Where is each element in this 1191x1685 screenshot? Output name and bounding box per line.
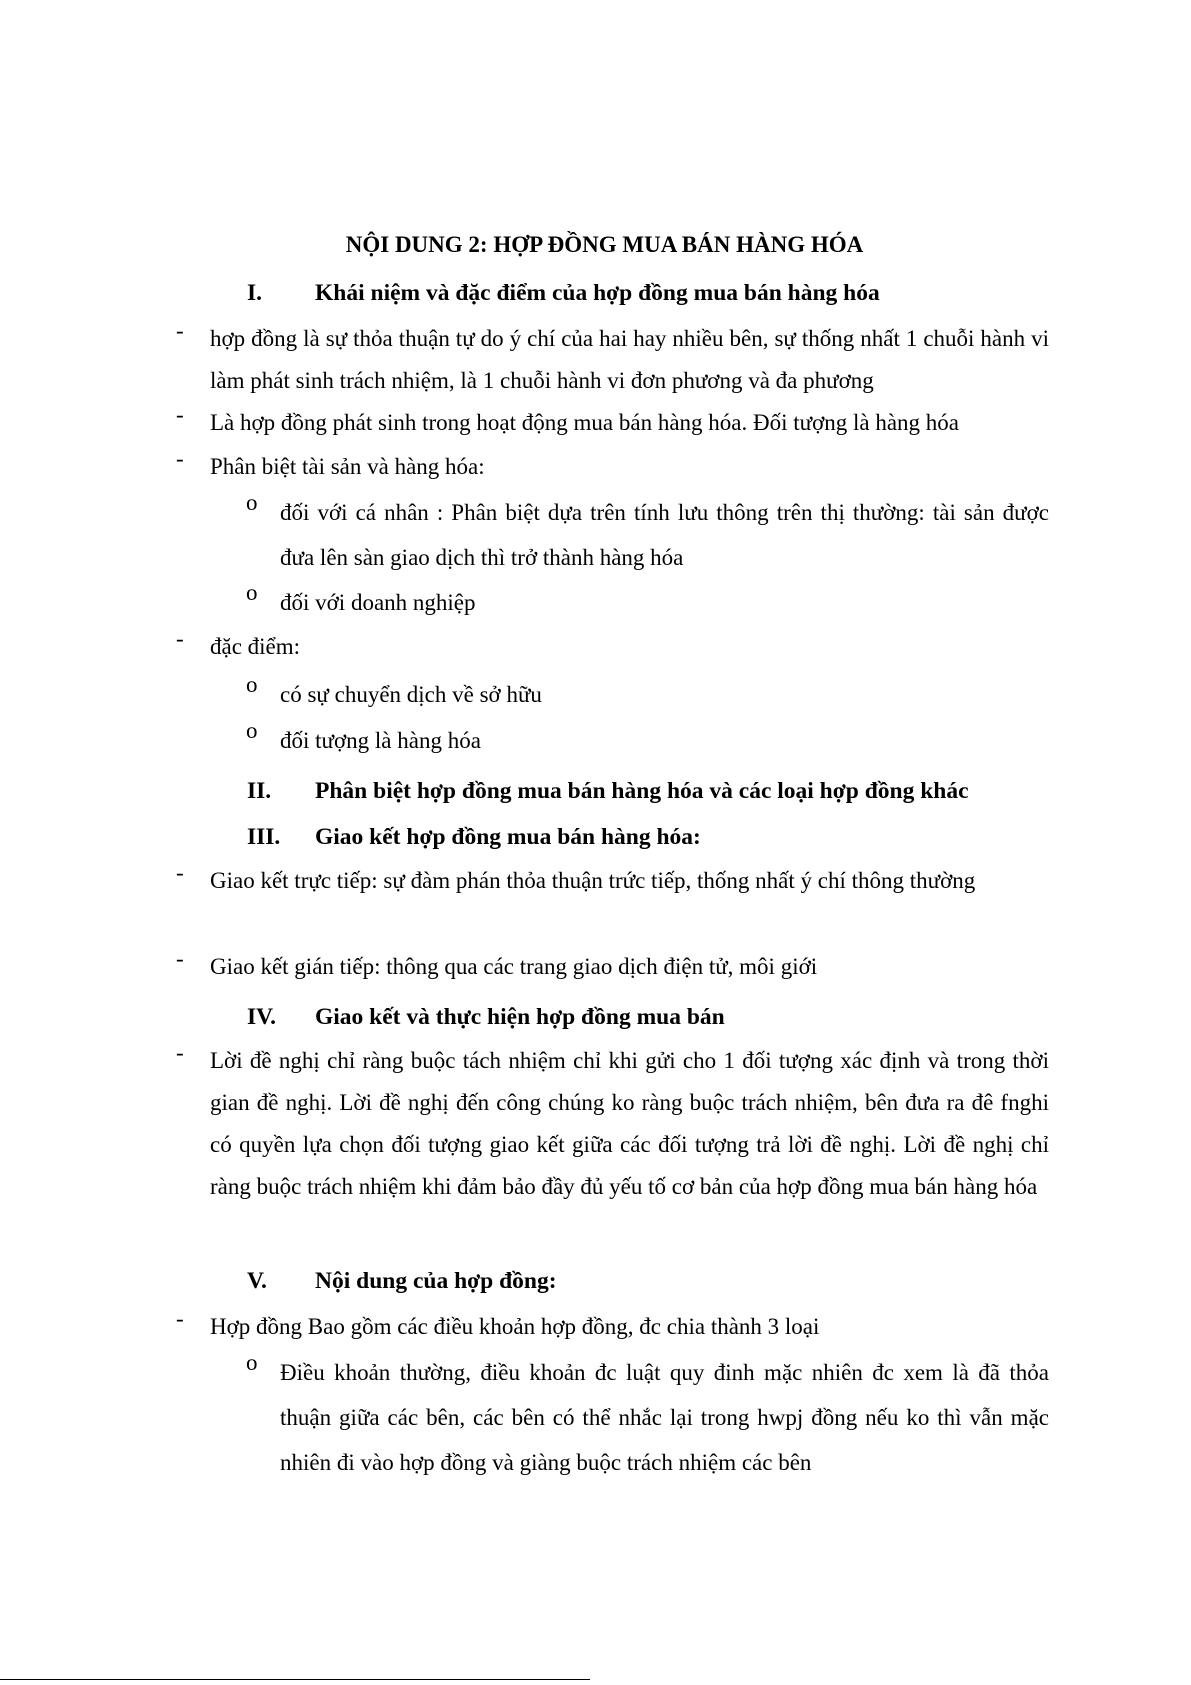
list-item: Giao kết trực tiếp: sự đàm phán thỏa thuận trức tiếp, thống nhất ý chí thông thường [210,868,976,893]
list-item: Hợp đồng Bao gồm các điều khoản hợp đồng, đc chia thành 3 loại [210,1314,820,1339]
sub-list-item: đối với cá nhân : Phân biệt dựa trên tính lưu thông trên thị thường: tài sản được đưa lên sàn giao dịch thì trở thành hàng hóa [280,500,1049,570]
dash-bullet: - [176,1306,184,1331]
dash-bullet: - [176,1040,184,1065]
list-item: Giao kết gián tiếp: thông qua các trang giao dịch điện tử, môi giới [210,954,818,979]
dash-bullet: - [176,318,184,343]
section-title: Nội dung của hợp đồng: [315,1268,557,1294]
section-number: III. [247,824,281,850]
list-item: Phân biệt tài sản và hàng hóa: [210,454,485,479]
dash-bullet: - [176,446,184,471]
circle-bullet: o [246,580,258,605]
section-title: Giao kết và thực hiện hợp đồng mua bán [315,1004,725,1030]
section-title: Khái niệm và đặc điểm của hợp đồng mua bán hàng hóa [315,280,880,306]
list-item: hợp đồng là sự thỏa thuận tự do ý chí của hai hay nhiều bên, sự thống nhất 1 chuỗi hành vi làm phát sinh trách nhiệm, là 1 chuỗi hành vi đơn phương và đa phương [210,326,1049,393]
circle-bullet: o [246,1350,258,1375]
section-heading-3 [247,824,701,851]
section-title: Giao kết hợp đồng mua bán hàng hóa: [315,824,701,850]
circle-bullet: o [246,718,258,743]
section-number: I. [247,280,263,306]
sub-list-item: đối tượng là hàng hóa [280,728,481,753]
dash-bullet: - [176,626,184,651]
section-heading-4 [247,1004,725,1031]
section-number: II. [247,778,272,804]
sub-list-item: Điều khoản thường, điều khoản đc luật quy đinh mặc nhiên đc xem là đã thỏa thuận giữa các bên, các bên có thể nhắc lại trong hwpj đồng nếu ko thì vẫn mặc nhiên đi vào hợp đồng và giàng buộc trách nhiệm các bên [280,1360,1049,1475]
section-heading-5 [247,1268,557,1295]
section-heading-1 [247,280,880,307]
circle-bullet: o [246,490,258,515]
section-number: IV. [247,1004,276,1030]
list-item: đặc điểm: [210,634,301,659]
sub-list-item: đối với doanh nghiệp [280,590,476,615]
sub-list-item: có sự chuyển dịch về sở hữu [280,682,542,707]
circle-bullet: o [246,672,258,697]
document-title: NỘI DUNG 2: HỢP ĐỒNG MUA BÁN HÀNG HÓA [345,232,864,257]
section-heading-2 [247,778,969,805]
dash-bullet: - [176,402,184,427]
footnote-divider [0,1679,590,1680]
section-number: V. [247,1268,267,1294]
list-item: Là hợp đồng phát sinh trong hoạt động mua bán hàng hóa. Đối tượng là hàng hóa [210,410,960,435]
list-item: Lời đề nghị chỉ ràng buộc tách nhiệm chỉ khi gửi cho 1 đối tượng xác định và trong thời gian đề nghị. Lời đề nghị đến công chúng ko ràng buộc trách nhiệm, bên đưa ra đê fnghi có quyền lựa chọn đối tượng giao kết giữa các đối tượng trả lời đề nghị. Lời đề nghị chỉ ràng buộc trách nhiệm khi đảm bảo đầy đủ yếu tố cơ bản của hợp đồng mua bán hàng hóa [210,1048,1049,1199]
dash-bullet: - [176,946,184,971]
dash-bullet: - [176,860,184,885]
section-title: Phân biệt hợp đồng mua bán hàng hóa và các loại hợp đồng khác [315,778,969,804]
